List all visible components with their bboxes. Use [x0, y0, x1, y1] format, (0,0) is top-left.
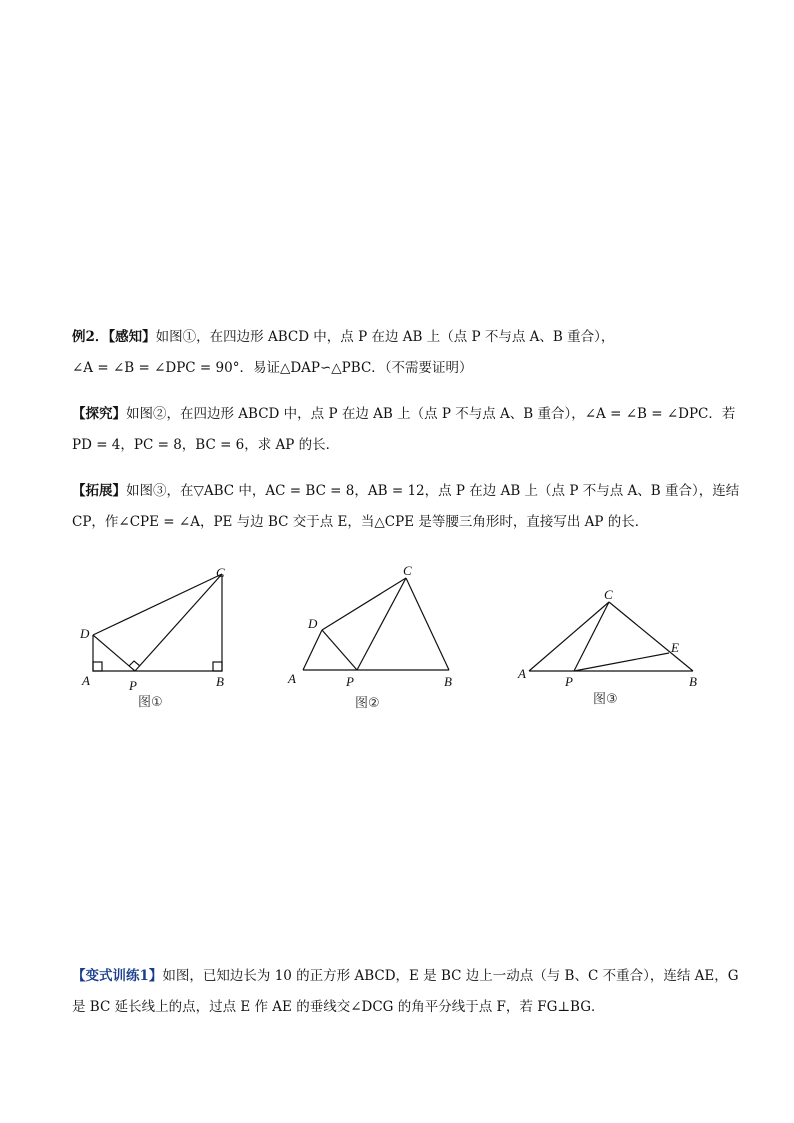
fig2-label-a: A: [288, 671, 296, 686]
fig2-segment-pc: [357, 578, 406, 670]
fig1-label-c: C: [216, 565, 225, 580]
training-line1: [72, 966, 739, 986]
extend-text-2: CP，作∠CPE = ∠A，PE 与边 BC 交于点 E，当△CPE 是等腰三角形时，直接写出 AP 的长．: [72, 514, 649, 530]
example2-perceive-line1: [72, 327, 614, 347]
fig2-segment-cb: [406, 578, 449, 670]
extend-tag: 【拓展】: [72, 483, 126, 499]
fig1-label-p: P: [129, 678, 137, 693]
explore-text-1: 如图②，在四边形 ABCD 中，点 P 在边 AB 上（点 P 不与点 A、B 重合），∠A = ∠B = ∠DPC．若: [126, 406, 736, 422]
explore-tag: 【探究】: [72, 406, 126, 422]
fig3-segment-ac: [529, 602, 609, 671]
example2-explore-line1: [72, 404, 735, 424]
fig2-caption: 图②: [355, 696, 380, 711]
fig2-segment-dc: [322, 578, 406, 630]
fig2-label-b: B: [444, 674, 452, 689]
fig1-segment-pc: [135, 574, 222, 671]
fig3-segment-pe: [574, 653, 669, 671]
extend-text-1: 如图③，在▽ABC 中，AC = BC = 8，AB = 12，点 P 在边 AB 上（点 P 不与点 A、B 重合），连结: [126, 483, 740, 499]
fig2-label-c: C: [403, 563, 412, 578]
fig3-label-c: C: [604, 587, 613, 602]
fig1-caption: 图①: [138, 695, 163, 710]
explore-text-2: PD = 4，PC = 8，BC = 6，求 AP 的长．: [72, 437, 340, 453]
perceive-tag: 【感知】: [108, 329, 156, 345]
fig1-segment-dc: [93, 574, 222, 635]
fig1-label-b: B: [216, 674, 224, 689]
fig2-segment-dp: [322, 630, 357, 670]
figure-1: [70, 560, 250, 715]
fig3-label-b: B: [689, 674, 697, 689]
fig1-label-a: A: [82, 673, 90, 688]
fig3-label-e: E: [671, 640, 679, 655]
fig1-label-d: D: [80, 626, 90, 641]
figure-3: [510, 580, 710, 715]
fig3-segment-cb: [609, 602, 693, 671]
example2-title: 例2．: [72, 329, 109, 345]
fig1-quad-sides: [93, 574, 222, 671]
perceive-text-2: ∠A = ∠B = ∠DPC = 90°．易证△DAP∽△PBC．（不需要证明）: [72, 360, 473, 376]
figure-2: [282, 560, 467, 715]
perceive-text-1: 如图①，在四边形 ABCD 中，点 P 在边 AB 上（点 P 不与点 A、B 重合），: [155, 329, 615, 345]
training-text-2: 是 BC 延长线上的点，过点 E 作 AE 的垂线交∠DCG 的角平分线于点 F，若 FG⊥BG．: [72, 999, 605, 1015]
fig1-right-angle-b: [213, 662, 222, 671]
fig3-segment-pc: [574, 602, 609, 671]
training-tag: 【变式训练1】: [72, 968, 163, 984]
fig3-caption: 图③: [593, 692, 618, 707]
fig2-segment-ad: [303, 630, 322, 670]
fig2-label-d: D: [308, 616, 318, 631]
example2-extend-line1: [72, 481, 739, 501]
fig1-right-angle-a: [93, 662, 102, 671]
fig3-label-p: P: [565, 674, 573, 689]
fig1-right-angle-p: [129, 661, 140, 666]
fig2-label-p: P: [346, 674, 354, 689]
training-text-1: 如图，已知边长为 10 的正方形 ABCD，E 是 BC 边上一动点（与 B、C 不重合），连结 AE，G: [162, 968, 739, 984]
fig3-label-a: A: [518, 666, 526, 681]
